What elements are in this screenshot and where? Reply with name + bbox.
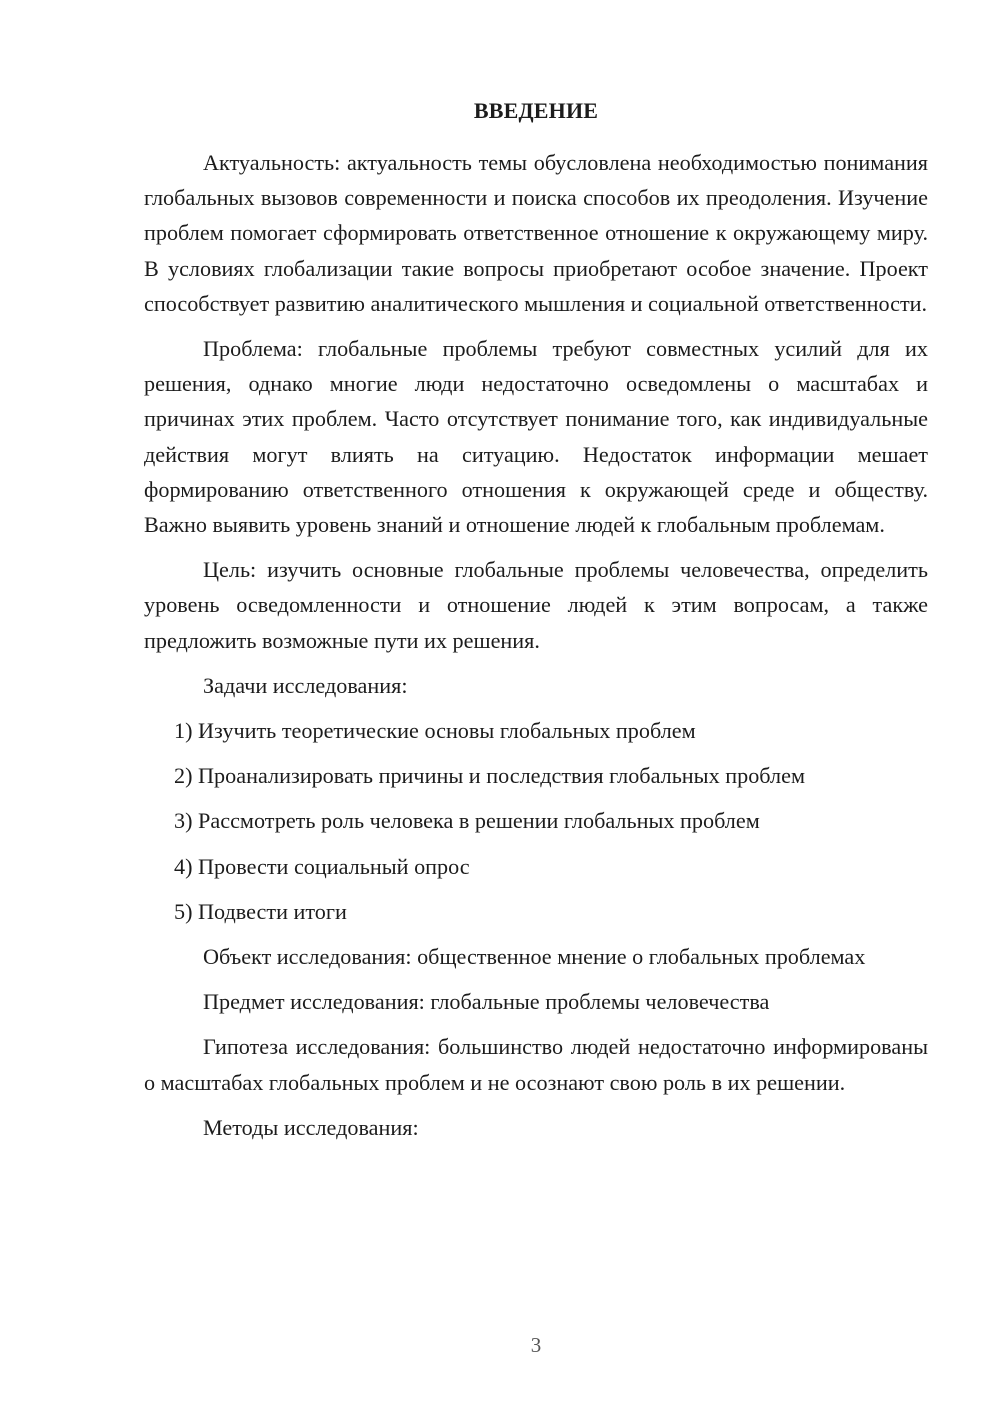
task-item-2: 2) Проанализировать причины и последствия глобальных проблем bbox=[174, 763, 805, 789]
page-number: 3 bbox=[530, 1333, 542, 1357]
task-item-1: 1) Изучить теоретические основы глобальных проблем bbox=[174, 718, 696, 744]
tasks-heading: Задачи исследования: bbox=[203, 672, 408, 698]
relevance-paragraph: Актуальность: актуальность темы обусловлена необходимостью понимания глобальных вызовов современности и поиска способов их преодоления. Изучение проблем помогает сформировать ответственное отношение к окружающему миру. В условиях глобализации такие вопросы приобретают особое значение. Проект способствует развитию аналитического мышления и социальной ответственности. bbox=[144, 150, 928, 316]
hypothesis-paragraph: Гипотеза исследования: большинство людей недостаточно информированы о масштабах глобальных проблем и не осознают свою роль в их решении. bbox=[144, 1034, 928, 1095]
task-item-3: 3) Рассмотреть роль человека в решении глобальных проблем bbox=[174, 808, 760, 834]
goal-paragraph: Цель: изучить основные глобальные проблемы человечества, определить уровень осведомленности и отношение людей к этим вопросам, а также предложить возможные пути их решения. bbox=[144, 557, 928, 653]
document-page bbox=[144, 96, 928, 1155]
subject-paragraph: Предмет исследования: глобальные проблемы человечества bbox=[203, 989, 770, 1015]
section-title: ВВЕДЕНИЕ bbox=[473, 98, 599, 123]
problem-paragraph: Проблема: глобальные проблемы требуют совместных усилий для их решения, однако многие люди недостаточно осведомлены о масштабах и причинах этих проблем. Часто отсутствует понимание того, как индивидуальные действия могут влиять на ситуацию. Недостаток информации мешает формированию ответственного отношения к окружающей среде и обществу. Важно выявить уровень знаний и отношение людей к глобальным проблемам. bbox=[144, 336, 928, 538]
task-item-4: 4) Провести социальный опрос bbox=[174, 853, 470, 879]
object-paragraph: Объект исследования: общественное мнение о глобальных проблемах bbox=[203, 944, 866, 970]
task-item-5: 5) Подвести итоги bbox=[174, 898, 347, 924]
methods-heading: Методы исследования: bbox=[203, 1114, 419, 1140]
